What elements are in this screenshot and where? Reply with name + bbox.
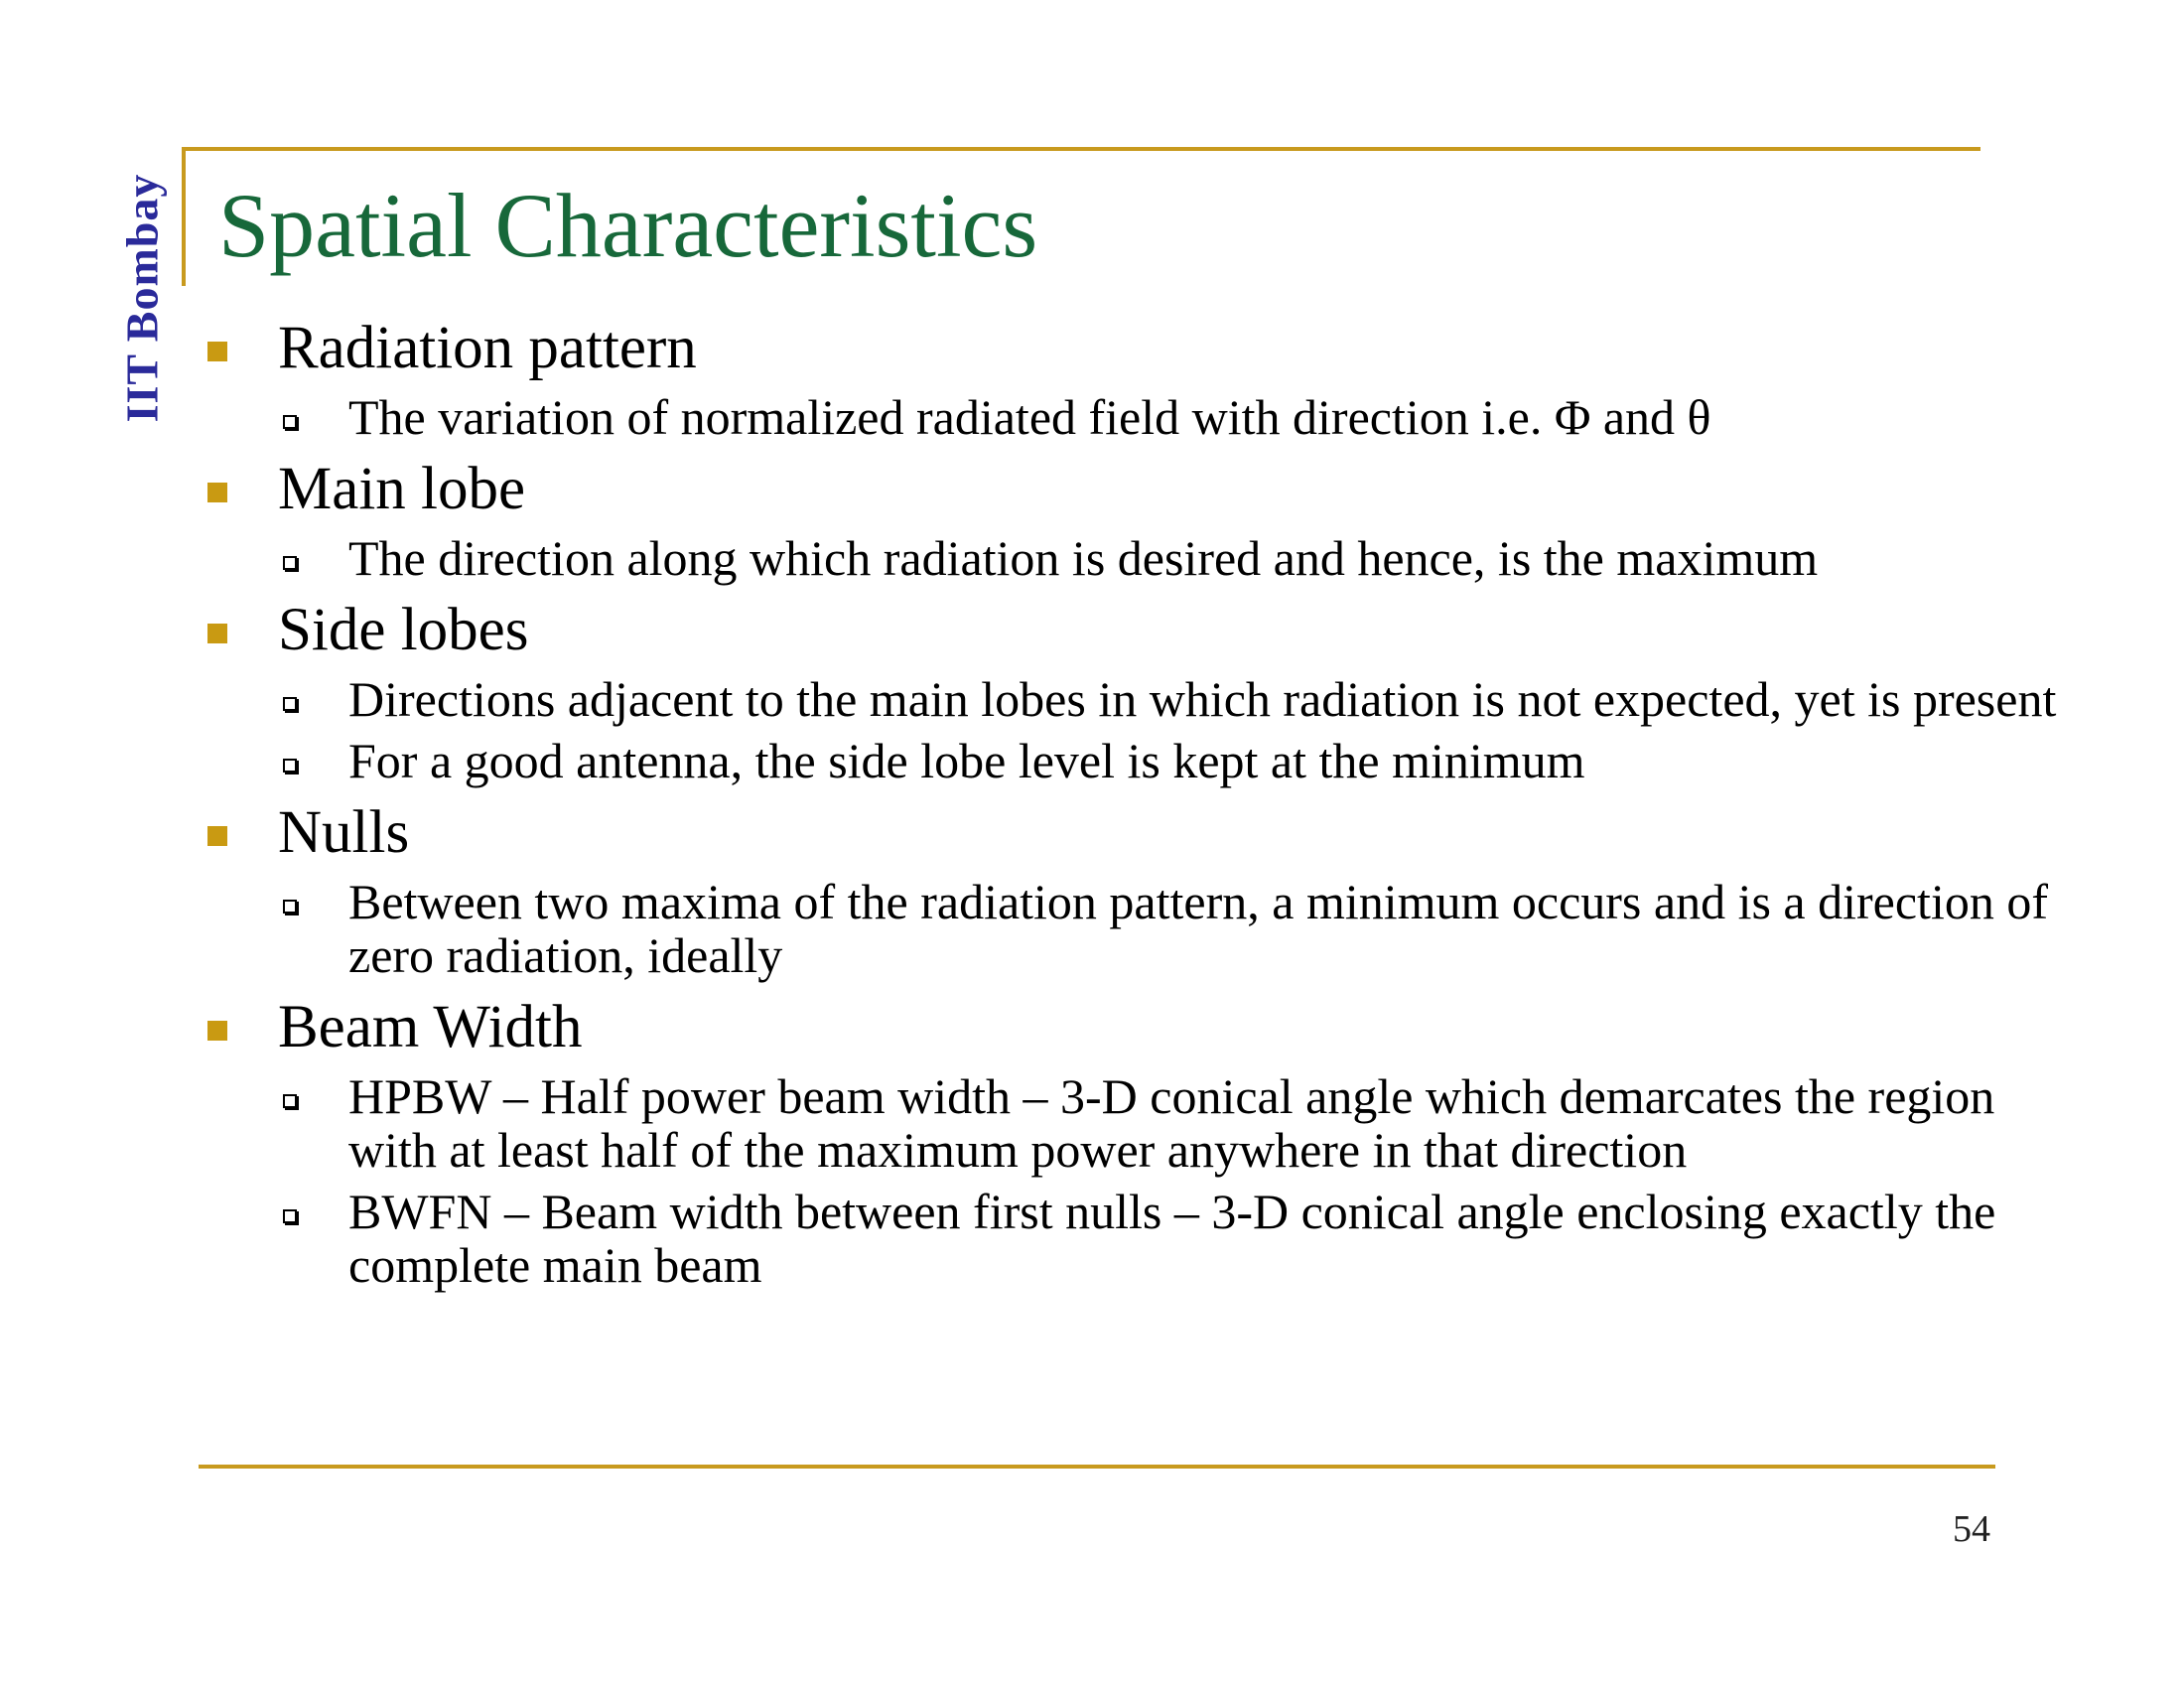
- hollow-square-bullet-icon: [283, 759, 297, 773]
- bullet-side-lobes: [204, 597, 2060, 664]
- sub-bullet: [204, 531, 2060, 585]
- sub-bullet-text: For a good antenna, the side lobe level is kept at the minimum: [348, 733, 1585, 788]
- institution-label: IIT Bombay: [116, 173, 168, 423]
- bullet-text: Beam Width: [278, 994, 583, 1060]
- sub-bullet: [204, 1185, 2060, 1292]
- sub-bullet: [204, 875, 2060, 982]
- sub-bullet-text: HPBW – Half power beam width – 3-D conical angle which demarcates the region with at least half of the maximum power anywhere in that direction: [348, 1068, 1995, 1178]
- sub-bullet-text: Between two maxima of the radiation pattern, a minimum occurs and is a direction of zero radiation, ideally: [348, 874, 2048, 983]
- square-bullet-icon: [207, 826, 227, 846]
- sub-bullet: [204, 390, 2060, 444]
- bullet-text: Side lobes: [278, 597, 529, 663]
- bullet-main-lobe: [204, 456, 2060, 523]
- sub-bullet-text: The direction along which radiation is desired and hence, is the maximum: [348, 530, 1819, 586]
- sub-bullet-text: The variation of normalized radiated field with direction i.e. Φ and θ: [348, 389, 1711, 445]
- bullet-list: [204, 303, 2060, 1292]
- square-bullet-icon: [207, 1021, 227, 1041]
- hollow-square-bullet-icon: [283, 900, 297, 914]
- top-divider: [182, 147, 1980, 151]
- sub-bullet-text: BWFN – Beam width between first nulls – 3-D conical angle enclosing exactly the complete main beam: [348, 1184, 1996, 1293]
- sub-bullet: [204, 734, 2060, 787]
- hollow-square-bullet-icon: [283, 697, 297, 711]
- square-bullet-icon: [207, 342, 227, 361]
- bullet-text: Radiation pattern: [278, 315, 697, 381]
- square-bullet-icon: [207, 624, 227, 643]
- bullet-beam-width: [204, 994, 2060, 1061]
- hollow-square-bullet-icon: [283, 1094, 297, 1108]
- hollow-square-bullet-icon: [283, 556, 297, 570]
- bullet-text: Main lobe: [278, 456, 526, 522]
- page-number: 54: [1953, 1508, 1990, 1550]
- bullet-radiation-pattern: [204, 315, 2060, 382]
- sub-bullet: [204, 672, 2060, 726]
- sub-bullet-text: Directions adjacent to the main lobes in which radiation is not expected, yet is present: [348, 671, 2057, 727]
- hollow-square-bullet-icon: [283, 1209, 297, 1223]
- slide-title: Spatial Characteristics: [218, 175, 1038, 276]
- sub-bullet: [204, 1069, 2060, 1177]
- bottom-divider: [199, 1465, 1995, 1469]
- bullet-text: Nulls: [278, 799, 410, 866]
- hollow-square-bullet-icon: [283, 415, 297, 429]
- left-divider: [182, 147, 186, 286]
- square-bullet-icon: [207, 483, 227, 502]
- bullet-nulls: [204, 799, 2060, 867]
